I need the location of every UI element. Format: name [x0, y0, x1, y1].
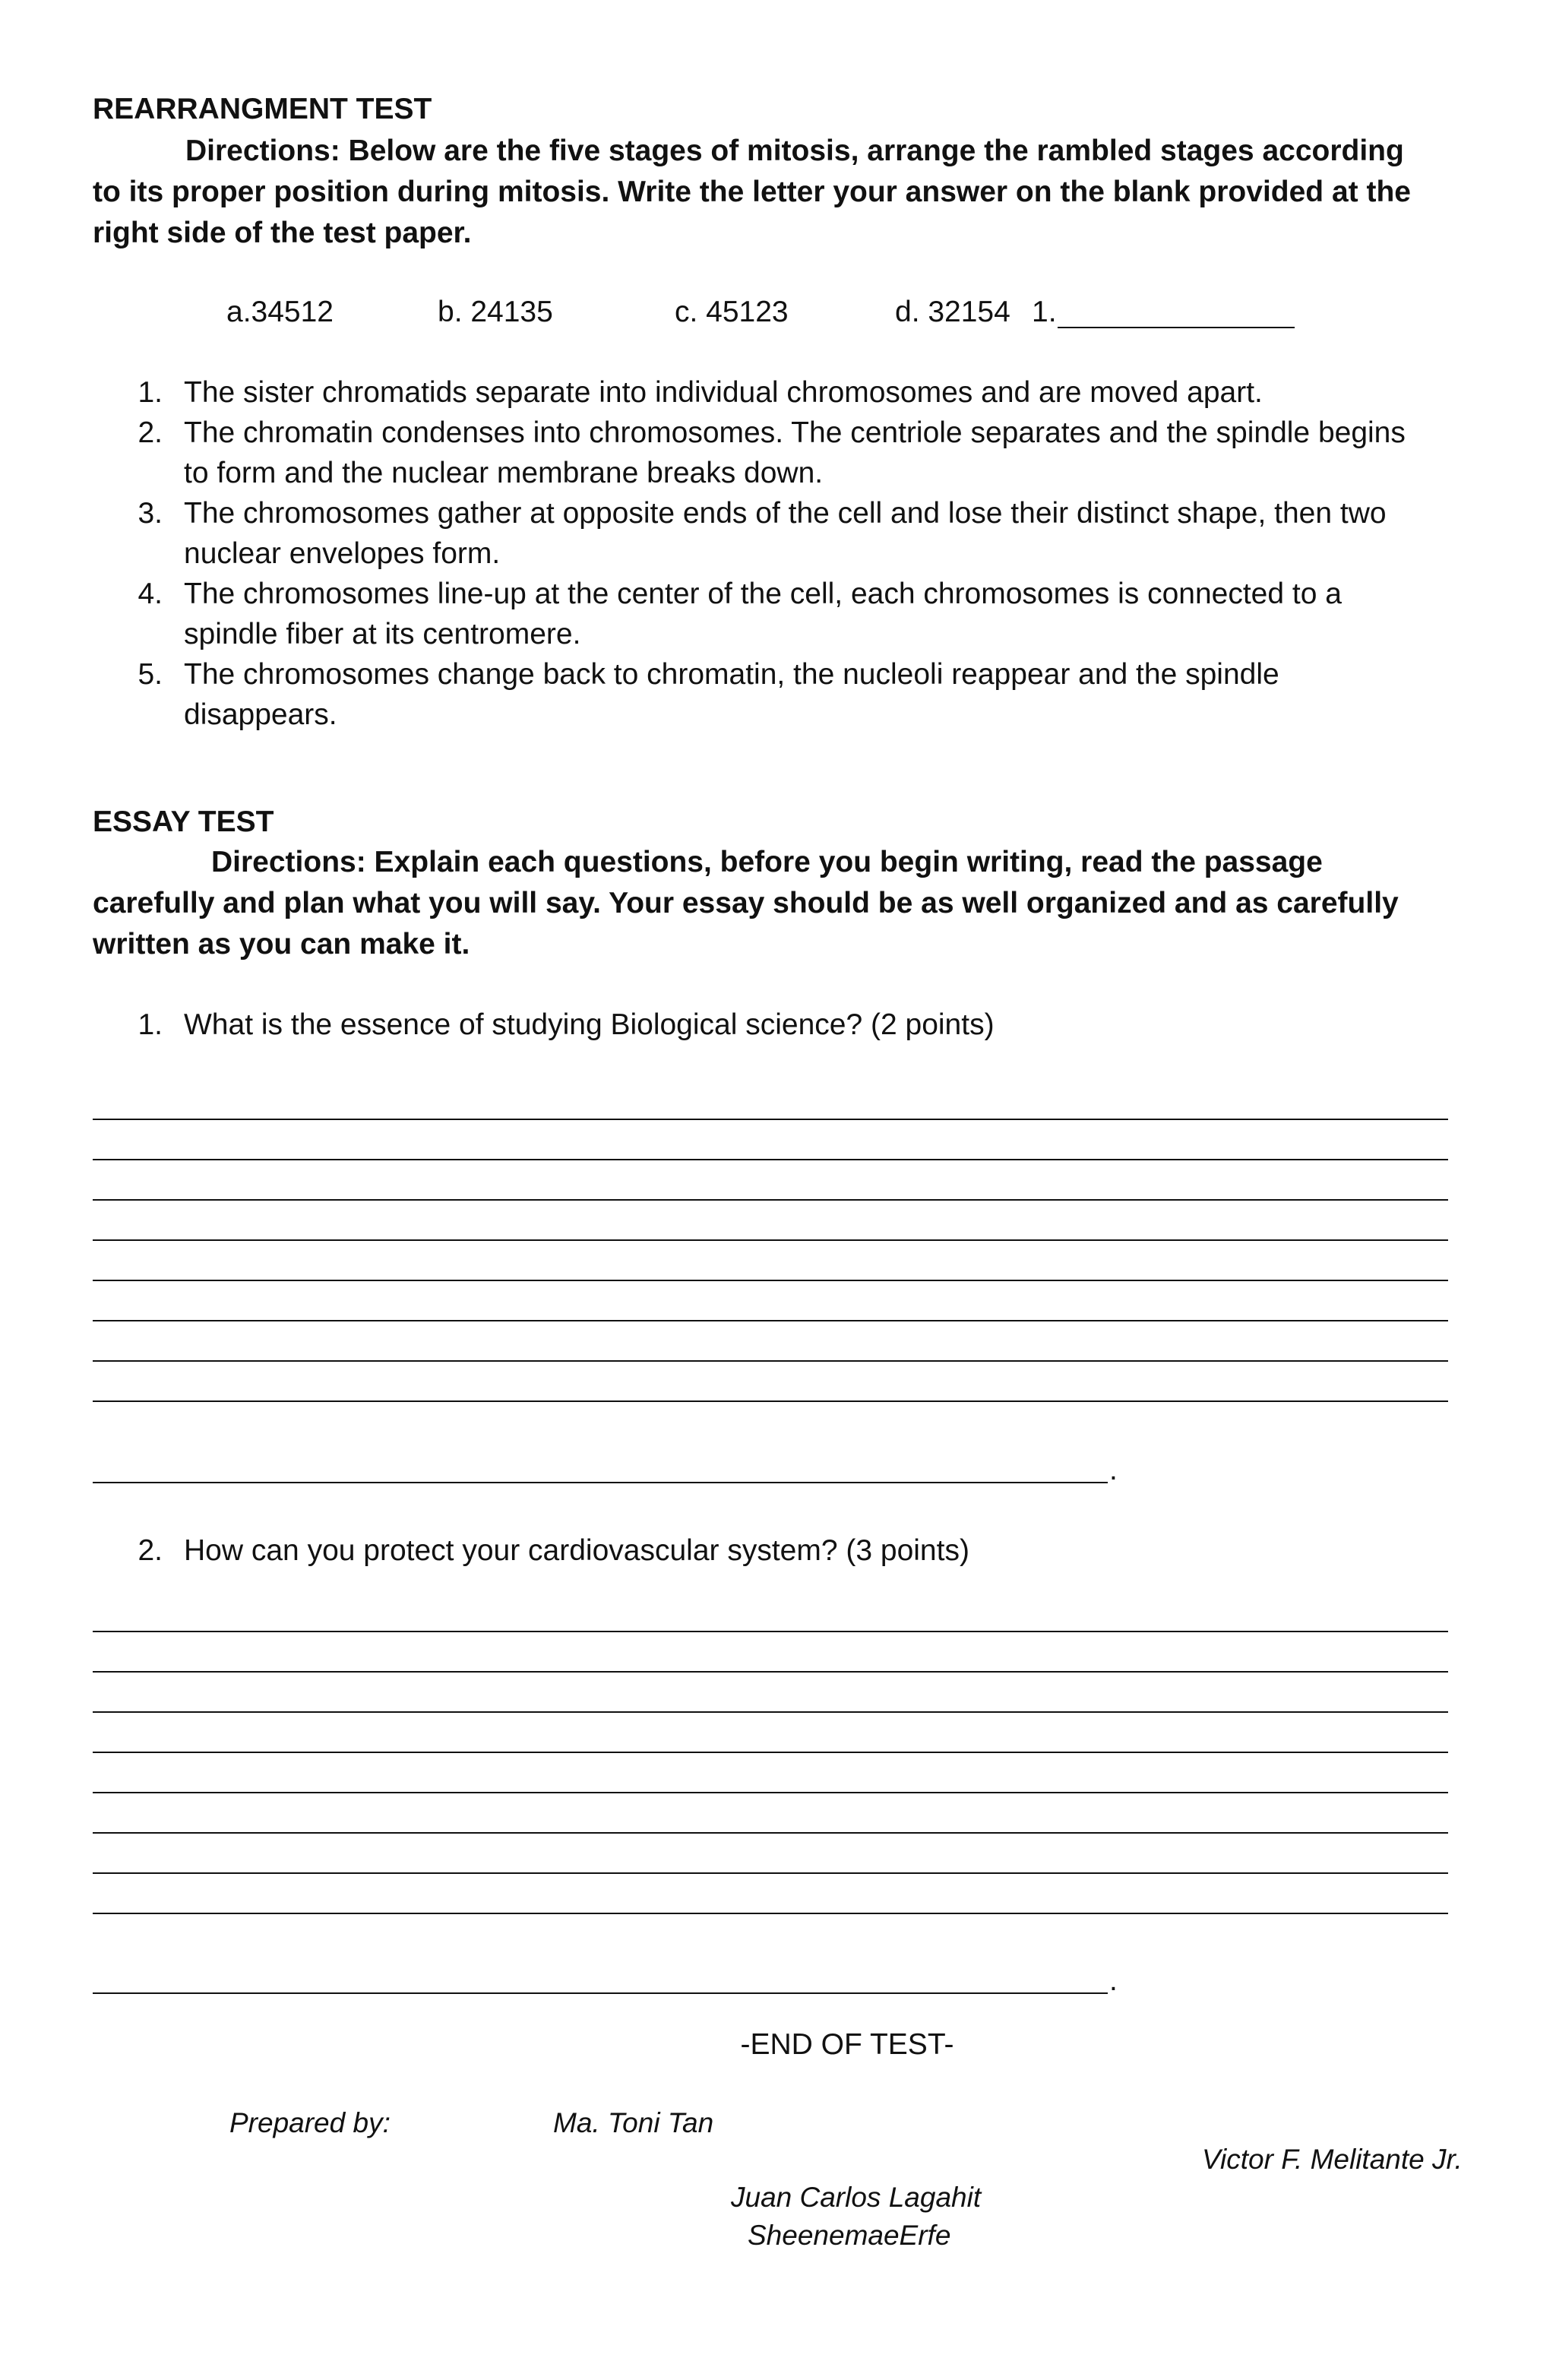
choice-b: b. 24135: [438, 296, 553, 328]
list-item-number: 4.: [138, 578, 163, 610]
question-1-text: What is the essence of studying Biological science? (2 points): [184, 1008, 995, 1041]
list-item-continued: nuclear envelopes form.: [184, 537, 501, 570]
answer-line[interactable]: [93, 1832, 1448, 1834]
answer-line[interactable]: [93, 1360, 1448, 1362]
preparer-name: Juan Carlos Lagahit: [731, 2182, 982, 2213]
rearrangement-heading: REARRANGMENT TEST: [93, 93, 432, 125]
answer-line[interactable]: [93, 1913, 1448, 1914]
answer-line-last[interactable]: [93, 1482, 1108, 1483]
list-item: The chromatin condenses into chromosomes. The centriole separates and the spindle begins: [184, 416, 1406, 449]
essay-directions-line-3: written as you can make it.: [93, 928, 470, 961]
answer-line[interactable]: [93, 1239, 1448, 1241]
answer-line[interactable]: [93, 1119, 1448, 1120]
line-end-period: .: [1109, 1454, 1118, 1486]
answer-line-last[interactable]: [93, 1992, 1108, 1994]
answer-line[interactable]: [93, 1159, 1448, 1160]
rearrangement-directions-line-3: right side of the test paper.: [93, 217, 472, 249]
line-end-period: .: [1109, 1964, 1118, 1997]
list-item: The chromosomes line-up at the center of the cell, each chromosomes is connected to a: [184, 578, 1342, 610]
answer-label: 1.: [1032, 296, 1057, 328]
answer-line[interactable]: [93, 1631, 1448, 1632]
list-item-number: 1.: [138, 376, 163, 409]
preparer-name: Victor F. Melitante Jr.: [1202, 2144, 1463, 2175]
list-item-continued: to form and the nuclear membrane breaks down.: [184, 457, 824, 489]
essay-directions-line-2: carefully and plan what you will say. Your essay should be as well organized and as carefully: [93, 887, 1399, 919]
answer-line[interactable]: [93, 1671, 1448, 1673]
answer-line[interactable]: [93, 1199, 1448, 1201]
list-item-continued: spindle fiber at its centromere.: [184, 618, 581, 650]
essay-heading: ESSAY TEST: [93, 805, 274, 838]
list-item-continued: disappears.: [184, 698, 337, 731]
list-item-number: 2.: [138, 416, 163, 449]
answer-blank[interactable]: [1058, 327, 1295, 328]
question-2-text: How can you protect your cardiovascular system? (3 points): [184, 1534, 969, 1567]
prepared-by-label: Prepared by:: [229, 2107, 391, 2138]
essay-directions-line-1: Directions: Explain each questions, before you begin writing, read the passage: [211, 846, 1323, 878]
list-item-number: 3.: [138, 497, 163, 530]
answer-line[interactable]: [93, 1280, 1448, 1281]
choice-d: d. 32154: [895, 296, 1010, 328]
rearrangement-directions-line-1: Directions: Below are the five stages of mitosis, arrange the rambled stages according: [185, 135, 1404, 167]
list-item: The chromosomes gather at opposite ends of the cell and lose their distinct shape, then two: [184, 497, 1387, 530]
choice-a: a.34512: [226, 296, 334, 328]
question-number: 2.: [138, 1534, 163, 1567]
preparer-name: SheenemaeErfe: [748, 2220, 951, 2251]
question-number: 1.: [138, 1008, 163, 1041]
choice-c: c. 45123: [675, 296, 789, 328]
answer-line[interactable]: [93, 1320, 1448, 1321]
list-item-number: 5.: [138, 658, 163, 691]
answer-line[interactable]: [93, 1752, 1448, 1753]
answer-line[interactable]: [93, 1400, 1448, 1402]
list-item: The chromosomes change back to chromatin, the nucleoli reappear and the spindle: [184, 658, 1279, 691]
answer-line[interactable]: [93, 1711, 1448, 1713]
list-item: The sister chromatids separate into individual chromosomes and are moved apart.: [184, 376, 1263, 409]
answer-line[interactable]: [93, 1792, 1448, 1793]
rearrangement-directions-line-2: to its proper position during mitosis. Write the letter your answer on the blank provided at the: [93, 176, 1411, 208]
preparer-name: Ma. Toni Tan: [553, 2107, 714, 2138]
answer-line[interactable]: [93, 1872, 1448, 1874]
end-of-test: -END OF TEST-: [740, 2028, 954, 2061]
